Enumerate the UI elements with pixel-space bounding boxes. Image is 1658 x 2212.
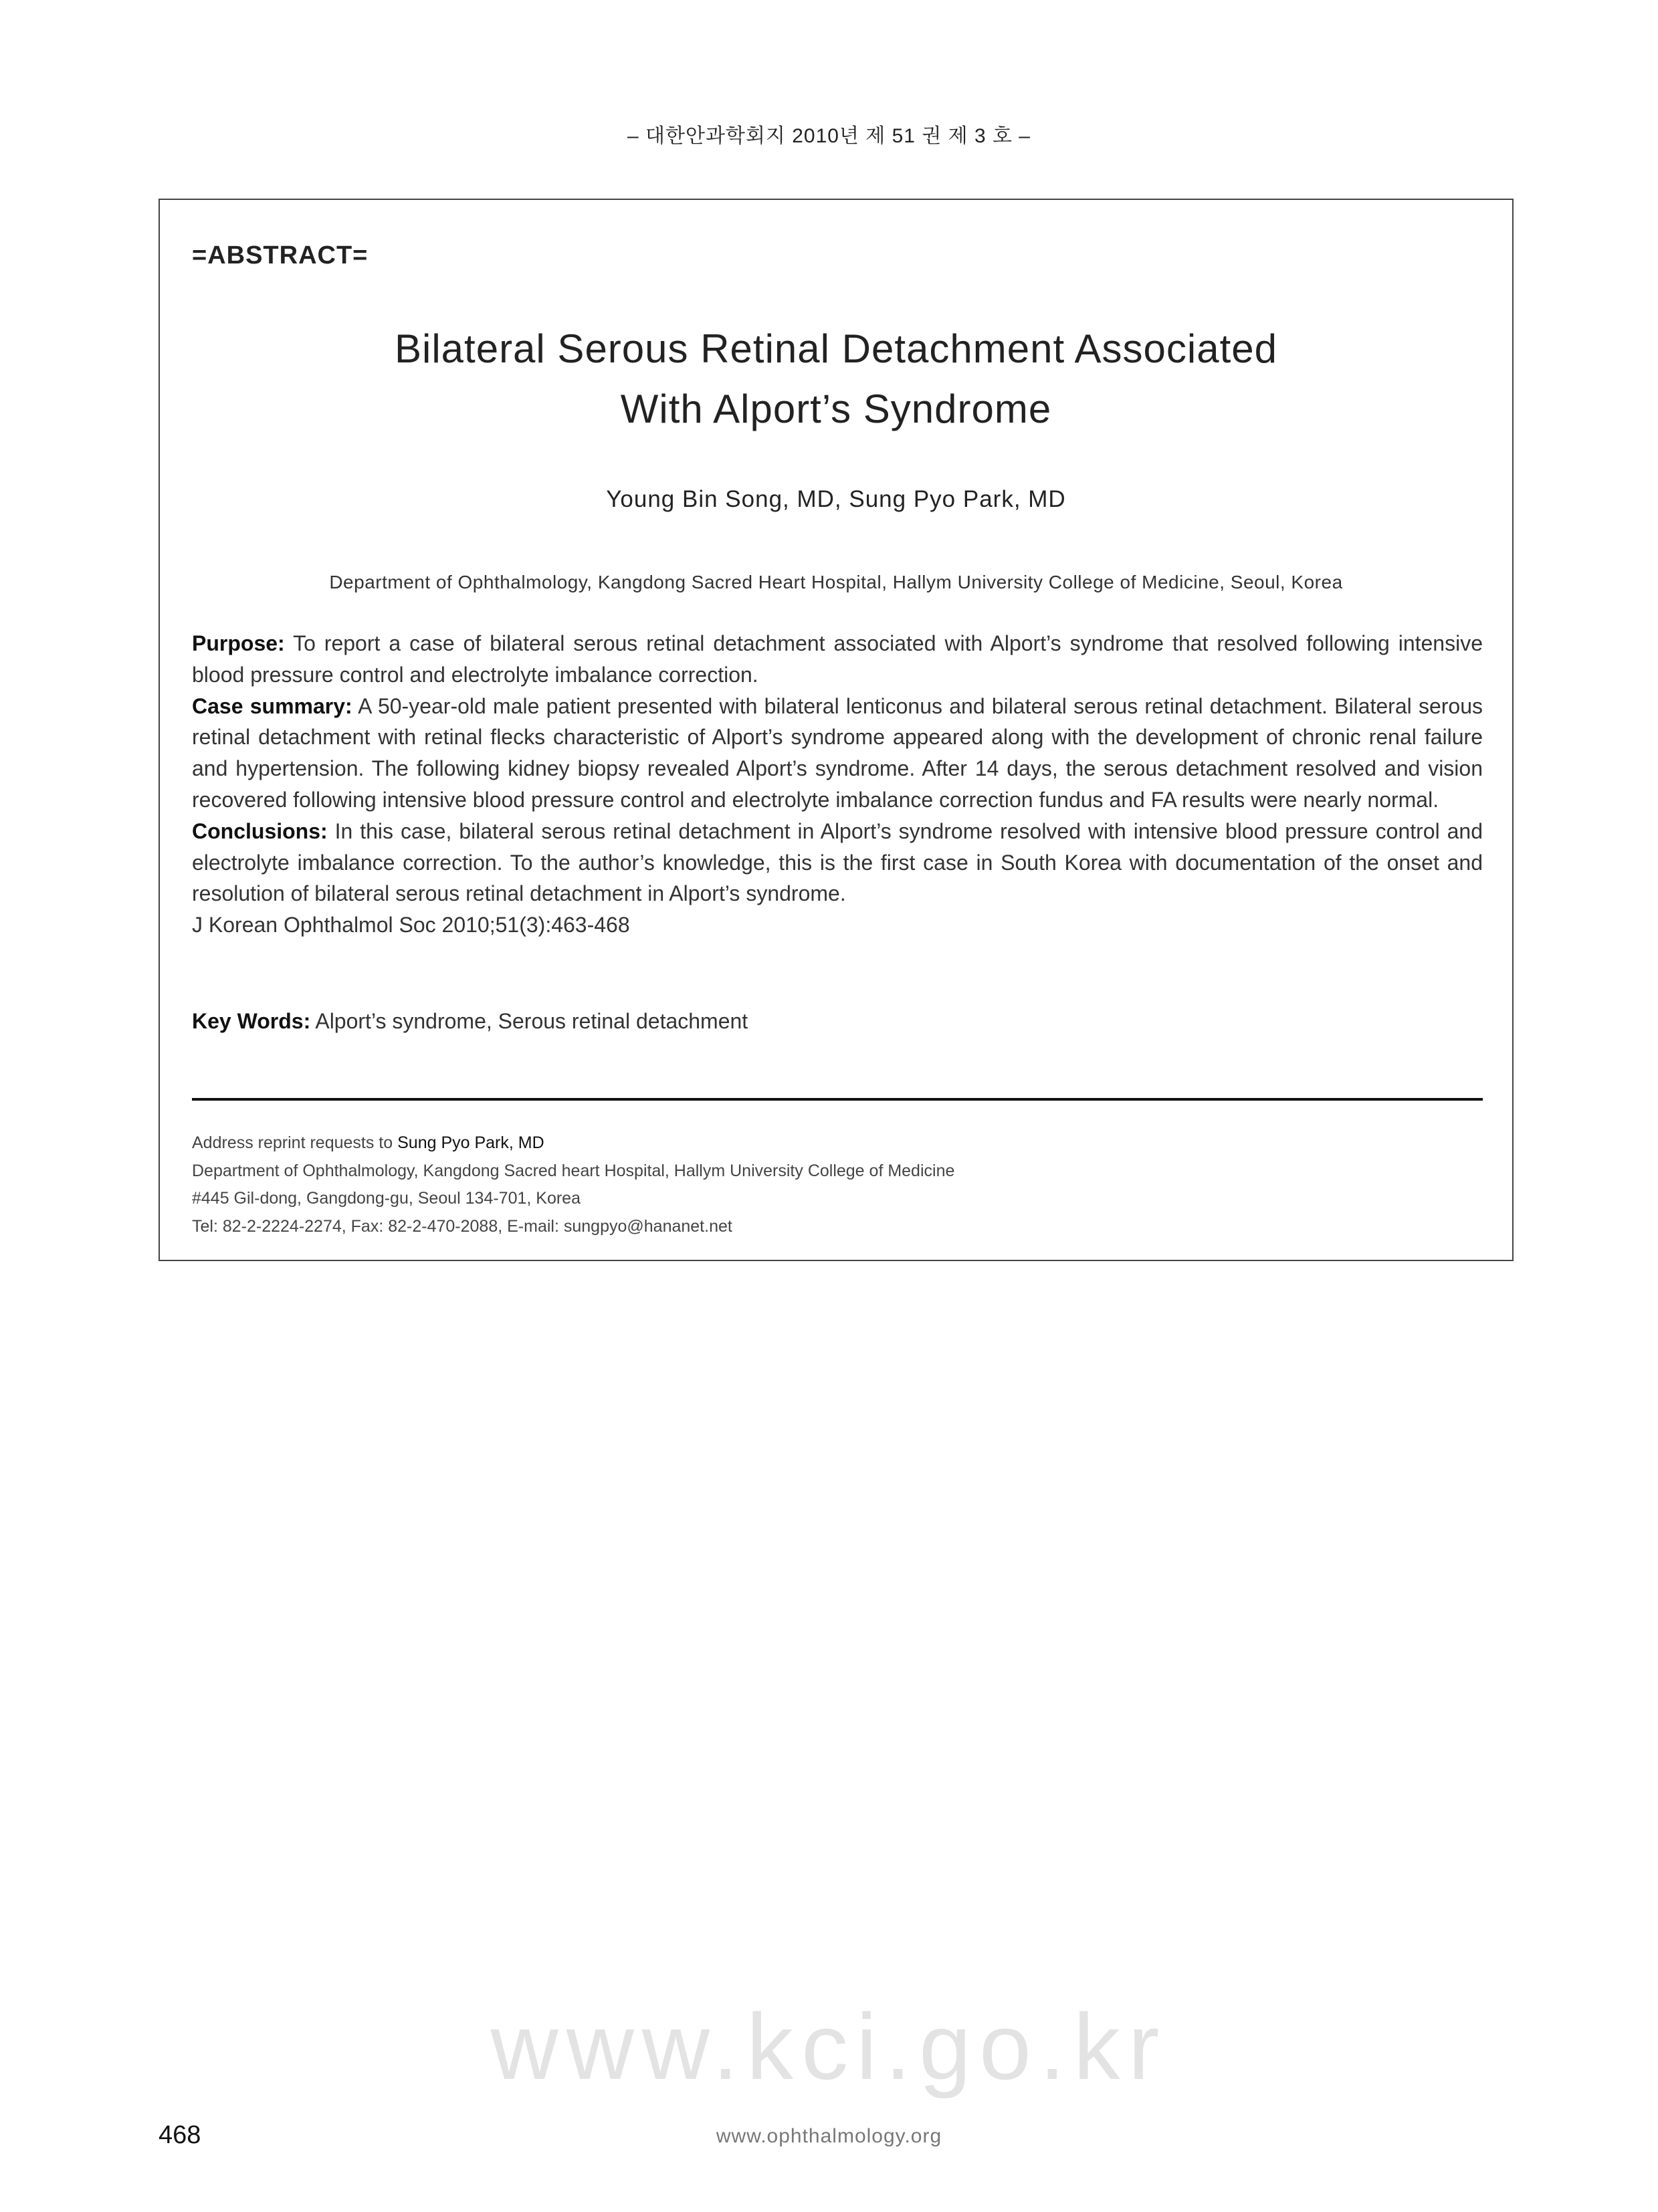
citation: J Korean Ophthalmol Soc 2010;51(3):463-468 (192, 913, 630, 937)
reprint-address (192, 1129, 1483, 1240)
address-line-2: #445 Gil-dong, Gangdong-gu, Seoul 134-701, Korea (192, 1189, 581, 1208)
divider-rule (192, 1098, 1483, 1101)
abstract-body (192, 628, 1483, 941)
conclusions-paragraph (192, 816, 1483, 909)
purpose-label: Purpose: (192, 631, 285, 655)
conclusions-label: Conclusions: (192, 818, 328, 843)
purpose-paragraph (192, 628, 1483, 691)
affiliation: Department of Ophthalmology, Kangdong Sacred Heart Hospital, Hallym University College of Medicine, Seoul, Korea (329, 572, 1343, 592)
section-label: =ABSTRACT= (192, 241, 369, 269)
article-title (160, 319, 1512, 439)
purpose-text: To report a case of bilateral serous retinal detachment associated with Alport’s syndrome that resolved following intensive blood pressure control and electrolyte imbalance correction. (192, 631, 1483, 687)
conclusions-text: In this case, bilateral serous retinal detachment in Alport’s syndrome resolved with intensive blood pressure control and electrolyte imbalance correction. To the author’s knowledge, this is the first case in South Korea with documentation of the onset and resolution of bilateral serous retinal detachment in Alport’s syndrome. (192, 818, 1483, 906)
keywords-label: Key Words: (192, 1009, 311, 1033)
keywords (192, 1009, 1483, 1034)
title-line-1: Bilateral Serous Retinal Detachment Associated (394, 326, 1277, 371)
case-summary-label: Case summary: (192, 693, 352, 718)
abstract-frame (159, 199, 1514, 1261)
address-line-contact (192, 1129, 1483, 1157)
case-summary-text: A 50-year-old male patient presented with bilateral lenticonus and bilateral serous retinal detachment. Bilateral serous retinal detachment with retinal flecks characteristic of Alport’s syndrome appeared along with the development of chronic renal failure and hypertension. The following kidney biopsy revealed Alport’s syndrome. After 14 days, the serous detachment resolved and vision recovered following intensive blood pressure control and electrolyte imbalance correction fundus and FA results were nearly normal. (192, 693, 1483, 812)
keywords-text: Alport’s syndrome, Serous retinal detachment (315, 1009, 748, 1033)
authors: Young Bin Song, MD, Sung Pyo Park, MD (606, 486, 1066, 512)
address-line-3: Tel: 82-2-2224-2274, Fax: 82-2-470-2088, E-mail: sungpyo@hananet.net (192, 1216, 732, 1236)
footer-site-url: www.ophthalmology.org (716, 2125, 942, 2147)
kci-watermark: www.kci.go.kr (490, 1994, 1168, 2099)
running-head: – 대한안과학회지 2010년 제 51 권 제 3 호 – (627, 125, 1031, 147)
contact-name: Sung Pyo Park, MD (397, 1133, 544, 1152)
title-line-2: With Alport’s Syndrome (620, 386, 1052, 431)
page-number: 468 (159, 2121, 201, 2149)
address-prefix: Address reprint requests to (192, 1133, 393, 1152)
address-line-1: Department of Ophthalmology, Kangdong Sacred heart Hospital, Hallym University College of Medicine (192, 1161, 955, 1180)
case-summary-paragraph (192, 691, 1483, 816)
